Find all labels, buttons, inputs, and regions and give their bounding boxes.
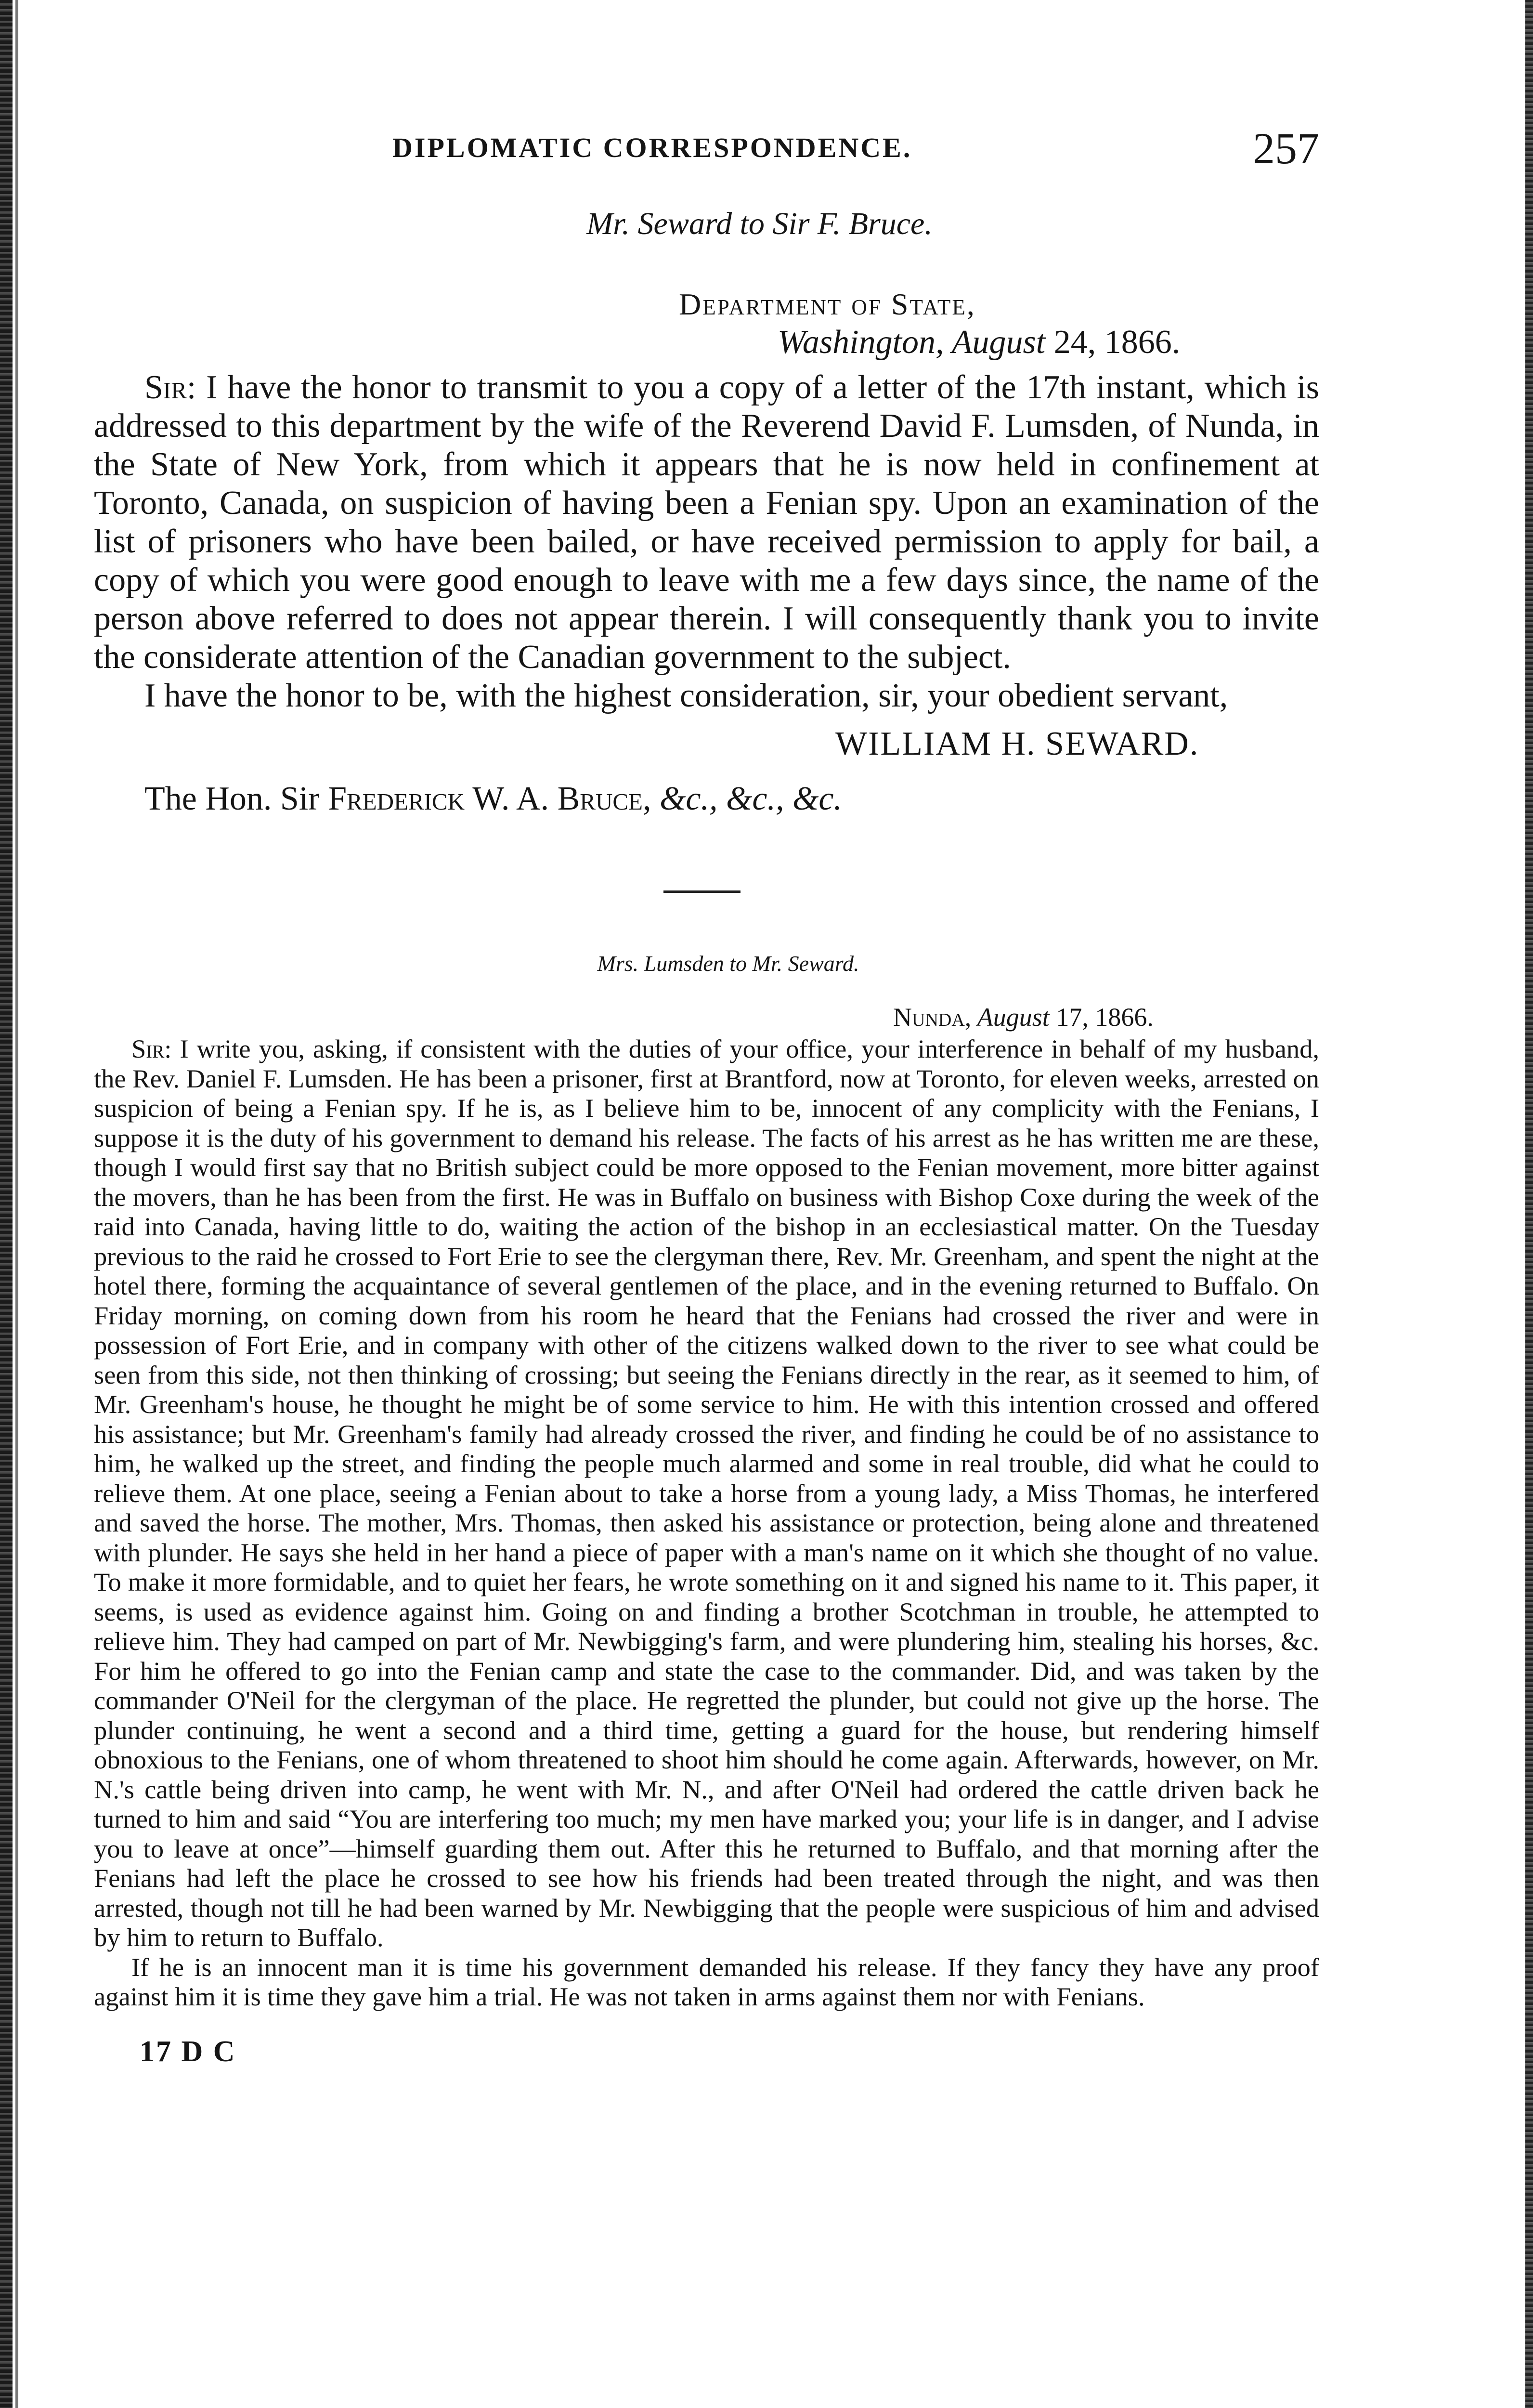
letter1-title: Mr. Seward to Sir F. Bruce. bbox=[586, 206, 933, 241]
letter2-place: Nunda, bbox=[893, 1003, 972, 1032]
letter2-date-rest: 17, 1866. bbox=[1049, 1003, 1154, 1032]
addressee-prefix: The Hon. Sir bbox=[144, 780, 328, 817]
section-divider bbox=[663, 890, 741, 893]
running-title: DIPLOMATIC CORRESPONDENCE. bbox=[392, 132, 912, 163]
letter2-body bbox=[94, 1034, 1319, 2012]
scan-edge-left-inner bbox=[15, 0, 18, 2408]
addressee-name: Frederick W. A. Bruce, bbox=[328, 780, 651, 817]
letter1-body-text: I have the honor to transmit to you a copy of a letter of the 17th instant, which is addressed to this department by the wife of the Reverend David F. Lumsden, of Nunda, in the State of New York, from which it appears that he is now held in confinement at Toronto, Canada, on suspicion of having been a Fenian spy. Upon an examination of the list of prisoners who have been bailed, or have received permission to apply for bail, a copy of which you were good enough to leave with me a few days since, the name of the person above referred to does not appear therein. I will consequently thank you to invite the considerate attention of the Canadian government to the subject. bbox=[94, 369, 1319, 676]
letter1-body bbox=[94, 368, 1319, 677]
letter1-closing: I have the honor to be, with the highest consideration, sir, your obedient servant, bbox=[144, 677, 1228, 714]
signature-mark: 17 D C bbox=[140, 2035, 236, 2068]
letter1-salutation: Sir: bbox=[144, 369, 196, 406]
letter2-paragraph-2: If he is an innocent man it is time his government demanded his release. If they fancy they have any proof against him it is time they gave him a trial. He was not taken in arms against them nor with Fenians. bbox=[94, 1952, 1319, 2011]
letter1-addressee bbox=[144, 780, 1319, 818]
document-page bbox=[94, 123, 1319, 2069]
letter1-department: Department of State, bbox=[679, 287, 976, 321]
letter1-place-date: Washington, August bbox=[778, 324, 1046, 361]
letter2-paragraph-1 bbox=[94, 1034, 1319, 1952]
letter2-body-text: I write you, asking, if consistent with the duties of your office, your interference in behalf of my husband, the Rev. Daniel F. Lumsden. He has been a prisoner, first at Brantford, now at Toronto, for eleven weeks, arrested on suspicion of being a Fenian spy. If he is, as I believe him to be, innocent of any complicity with the Fenians, I suppose it is the duty of his government to demand his release. The facts of his arrest as he has written me are these, though I would first say that no British subject could be more opposed to the Fenian movement, more bitter against the movers, than he has been from the first. He was in Buffalo on business with Bishop Coxe during the week of the raid into Canada, having little to do, waiting the action of the bishop in an ecclesiastical matter. On the Tuesday previous to the raid he crossed to Fort Erie to see the clergyman there, Rev. Mr. Greenham, and spent the night at the hotel there, forming the acquaintance of several gentlemen of the place, and in the evening returned to Buffalo. On Friday morning, on coming down from his room he heard that the Fenians had crossed the river and were in possession of Fort Erie, and in company with other of the citizens walked down to the river to see what could be seen from this side, not then thinking of crossing; but seeing the Fenians directly in the rear, as it seemed to him, of Mr. Greenham's house, he thought he might be of some service to him. He with this intention crossed and offered his assistance; but Mr. Greenham's family had already crossed the river, and finding he could be of no assistance to him, he walked up the street, and finding the people much alarmed and some in real trouble, did what he could to relieve them. At one place, seeing a Fenian about to take a horse from a young lady, a Miss Thomas, he interfered and saved the horse. The mother, Mrs. Thomas, then asked his assistance or protection, being alone and threatened with plunder. He says she held in her hand a piece of paper with a man's name on it which she thought of no value. To make it more formidable, and to quiet her fears, he wrote something on it and signed his name to it. This paper, it seems, is used as evidence against him. Going on and finding a brother Scotchman in trouble, he attempted to relieve him. They had camped on part of Mr. Newbigging's farm, and were plundering him, stealing his horses, &c. For him he offered to go into the Fenian camp and state the case to the commander. Did, and was taken by the commander O'Neil for the clergyman of the place. He regretted the plunder, but could not give up the horse. The plunder continuing, he went a second and a third time, getting a guard for the house, but rendering himself obnoxious to the Fenians, one of whom threatened to shoot him should he come again. Afterwards, however, on Mr. N.'s cattle being driven into camp, he went with Mr. N., and after O'Neil had ordered the cattle driven back he turned to him and said “You are interfering too much; my men have marked you; your life is in danger, and I advise you to leave at once”—himself guarding them out. After this he returned to Buffalo, and that morning after the Fenians had left the place he crossed to see how his friends had been treated through the night, and was then arrested, though not till he had been warned by Mr. Newbigging that the people were suspicious of him and advised by him to return to Buffalo. bbox=[94, 1034, 1319, 1952]
letter1-date-rest: 24, 1866. bbox=[1045, 324, 1181, 361]
letter2-dateline bbox=[893, 1002, 1319, 1032]
addressee-suffix: &c., &c., &c. bbox=[651, 780, 843, 817]
letter2-salutation: Sir: bbox=[131, 1034, 172, 1063]
scan-edge-right bbox=[1525, 0, 1533, 2408]
scan-edge-left bbox=[0, 0, 13, 2408]
letter2-date-month: August bbox=[971, 1003, 1050, 1032]
letter1-signature: WILLIAM H. SEWARD. bbox=[835, 725, 1199, 762]
page-number: 257 bbox=[1253, 124, 1319, 173]
letter2-title: Mrs. Lumsden to Mr. Seward. bbox=[597, 951, 859, 976]
letter1-dateline bbox=[778, 323, 1319, 362]
page-header bbox=[94, 123, 1319, 176]
letter1-paragraph bbox=[94, 368, 1319, 677]
